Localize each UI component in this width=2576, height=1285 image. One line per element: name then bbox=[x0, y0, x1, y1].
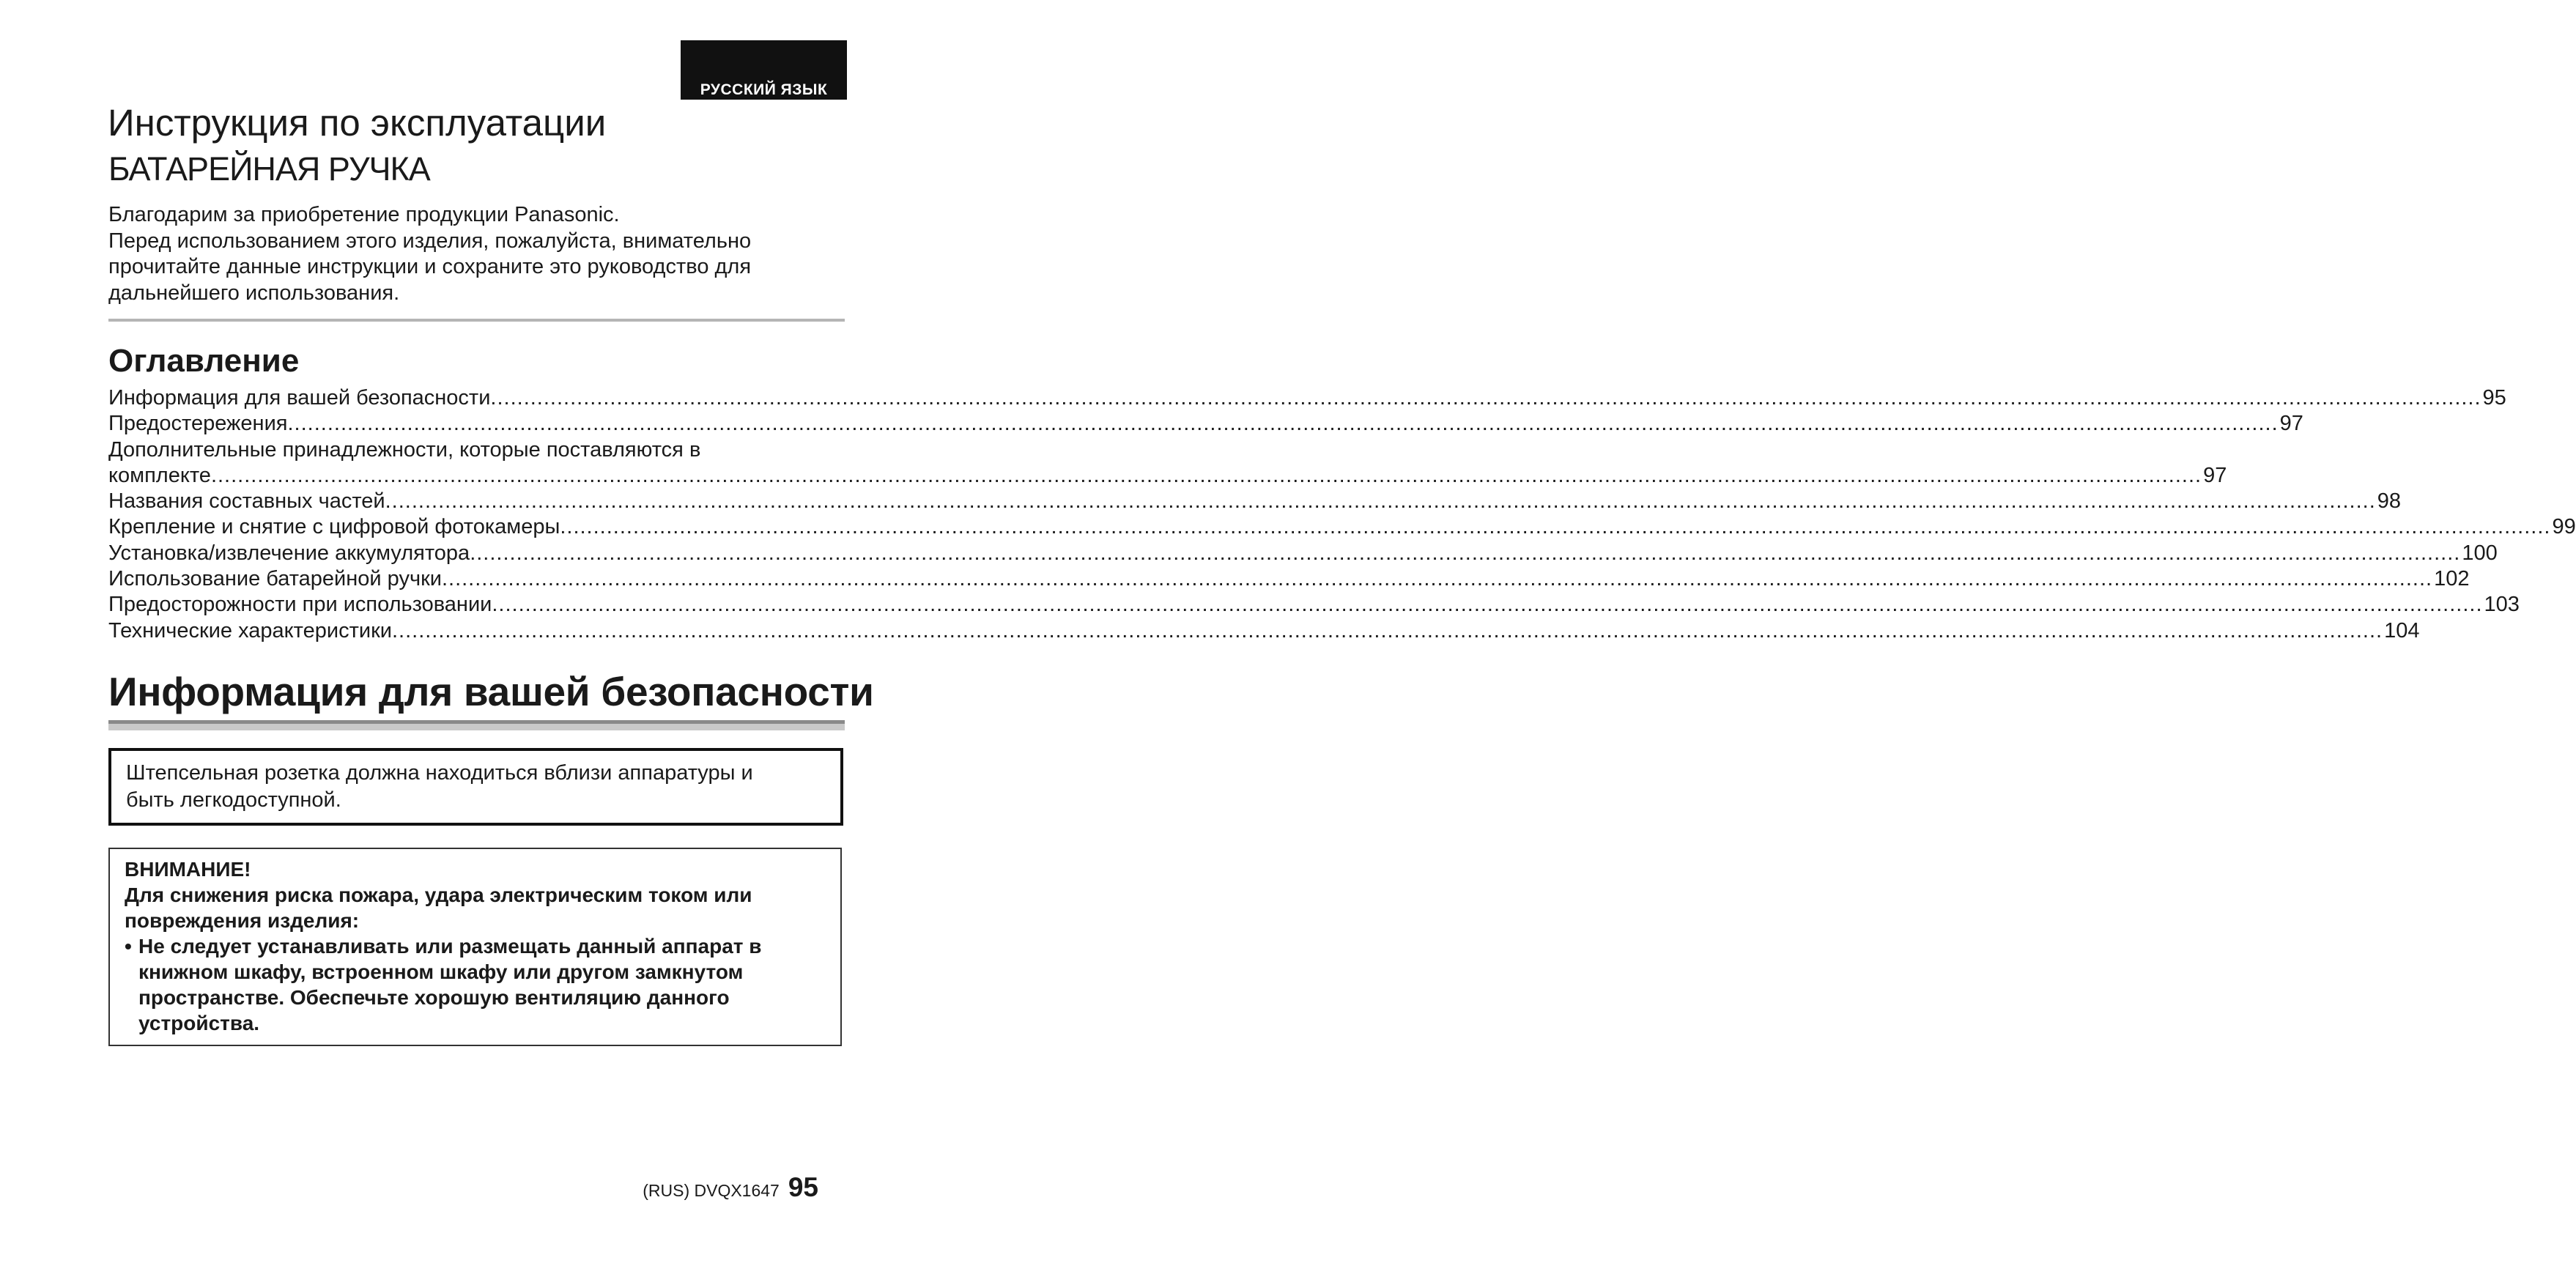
toc-entry-page: 98 bbox=[2377, 489, 2402, 514]
section-divider bbox=[108, 720, 845, 730]
warning-lead-line: повреждения изделия: bbox=[125, 909, 360, 932]
toc-entry[interactable] bbox=[108, 514, 2576, 540]
toc-entry[interactable] bbox=[108, 411, 2303, 437]
toc-entry-page: 104 bbox=[2384, 618, 2420, 642]
warning-bullet-line: устройства. bbox=[138, 1012, 260, 1034]
intro-line: дальнейшего использования. bbox=[108, 281, 400, 305]
intro-paragraph bbox=[108, 202, 841, 306]
intro-line: Благодарим за приобретение продукции Panasonic. bbox=[108, 203, 620, 226]
toc-entry-text: Установка/извлечение аккумулятора bbox=[108, 541, 470, 565]
document-subtitle: БАТАРЕЙНАЯ РУЧКА bbox=[108, 150, 430, 188]
table-of-contents bbox=[108, 385, 2576, 644]
toc-entry-text: Использование батарейной ручки bbox=[108, 567, 442, 591]
toc-entry-text: Крепление и снятие с цифровой фотокамеры bbox=[108, 515, 560, 539]
toc-entry-page: 97 bbox=[2279, 412, 2303, 436]
document-code: (RUS) DVQX1647 bbox=[643, 1181, 780, 1200]
warning-bullet-line: Не следует устанавливать или размещать данный аппарат в bbox=[138, 935, 762, 958]
toc-leader: ............................................................................................................................................................................................................................................................................................................ bbox=[287, 412, 2279, 436]
toc-entry[interactable] bbox=[108, 385, 2506, 411]
toc-entry-text: Технические характеристики bbox=[108, 618, 392, 642]
toc-leader: ............................................................................................................................................................................................................................................................................................................ bbox=[385, 489, 2376, 514]
toc-entry-text[interactable]: Дополнительные принадлежности, которые поставляются в bbox=[108, 437, 701, 462]
warning-bullet bbox=[125, 933, 835, 1036]
toc-entry-text: Предостережения bbox=[108, 412, 288, 436]
toc-leader: ............................................................................................................................................................................................................................................................................................................ bbox=[391, 618, 2383, 642]
page-footer bbox=[643, 1172, 818, 1203]
toc-leader: ............................................................................................................................................................................................................................................................................................................ bbox=[492, 593, 2483, 617]
notice-box bbox=[108, 748, 843, 826]
toc-entry-page: 103 bbox=[2484, 593, 2520, 617]
toc-leader: ............................................................................................................................................................................................................................................................................................................ bbox=[560, 515, 2551, 539]
intro-line: Перед использованием этого изделия, пожалуйста, внимательно bbox=[108, 229, 752, 253]
section-heading: Информация для вашей безопасности bbox=[108, 669, 874, 714]
toc-entry[interactable] bbox=[108, 592, 2520, 618]
warning-content bbox=[125, 856, 835, 1036]
toc-entry-page: 97 bbox=[2203, 463, 2227, 487]
toc-leader: ............................................................................................................................................................................................................................................................................................................ bbox=[490, 386, 2481, 410]
divider bbox=[108, 319, 845, 322]
document-title: Инструкция по эксплуатации bbox=[108, 102, 607, 144]
toc-entry[interactable] bbox=[108, 566, 2470, 592]
warning-lead-line: Для снижения риска пожара, удара электрическим током или bbox=[125, 884, 752, 906]
warning-bullet-line: пространстве. Обеспечьте хорошую вентиляцию данного bbox=[138, 986, 730, 1009]
notice-line: Штепсельная розетка должна находиться вблизи аппаратуры и bbox=[126, 761, 753, 785]
warning-title: ВНИМАНИЕ! bbox=[125, 858, 251, 881]
toc-entry-text: Информация для вашей безопасности bbox=[108, 386, 491, 410]
toc-leader: ............................................................................................................................................................................................................................................................................................................ bbox=[210, 463, 2202, 487]
warning-bullet-line: книжном шкафу, встроенном шкафу или другом замкнутом bbox=[138, 960, 744, 983]
toc-leader: ............................................................................................................................................................................................................................................................................................................ bbox=[470, 541, 2461, 565]
intro-line: прочитайте данные инструкции и сохраните это руководство для bbox=[108, 255, 752, 278]
toc-entry[interactable] bbox=[108, 541, 2498, 566]
toc-entry-text: Названия составных частей bbox=[108, 489, 385, 514]
language-tab bbox=[681, 40, 847, 100]
toc-entry[interactable] bbox=[108, 489, 2402, 514]
toc-entry-page: 95 bbox=[2482, 386, 2506, 410]
language-tab-label: РУССКИЙ ЯЗЫК bbox=[700, 81, 828, 98]
notice-text bbox=[126, 760, 829, 814]
page-number: 95 bbox=[788, 1172, 818, 1202]
toc-leader: ............................................................................................................................................................................................................................................................................................................ bbox=[441, 567, 2433, 591]
toc-entry-continuation: комплекте bbox=[108, 463, 211, 487]
toc-entry-text: Предосторожности при использовании bbox=[108, 593, 492, 617]
warning-box bbox=[108, 848, 842, 1046]
warning-bullet-text bbox=[138, 933, 762, 1036]
toc-entry-page: 99 bbox=[2552, 515, 2576, 539]
toc-entry[interactable] bbox=[108, 618, 2420, 644]
notice-line: быть легкодоступной. bbox=[126, 788, 341, 812]
toc-entry-page: 102 bbox=[2434, 567, 2470, 591]
toc-heading: Оглавление bbox=[108, 343, 300, 379]
toc-entry[interactable] bbox=[108, 463, 2227, 489]
toc-entry-page: 100 bbox=[2462, 541, 2498, 565]
bullet-mark: • bbox=[125, 935, 132, 958]
